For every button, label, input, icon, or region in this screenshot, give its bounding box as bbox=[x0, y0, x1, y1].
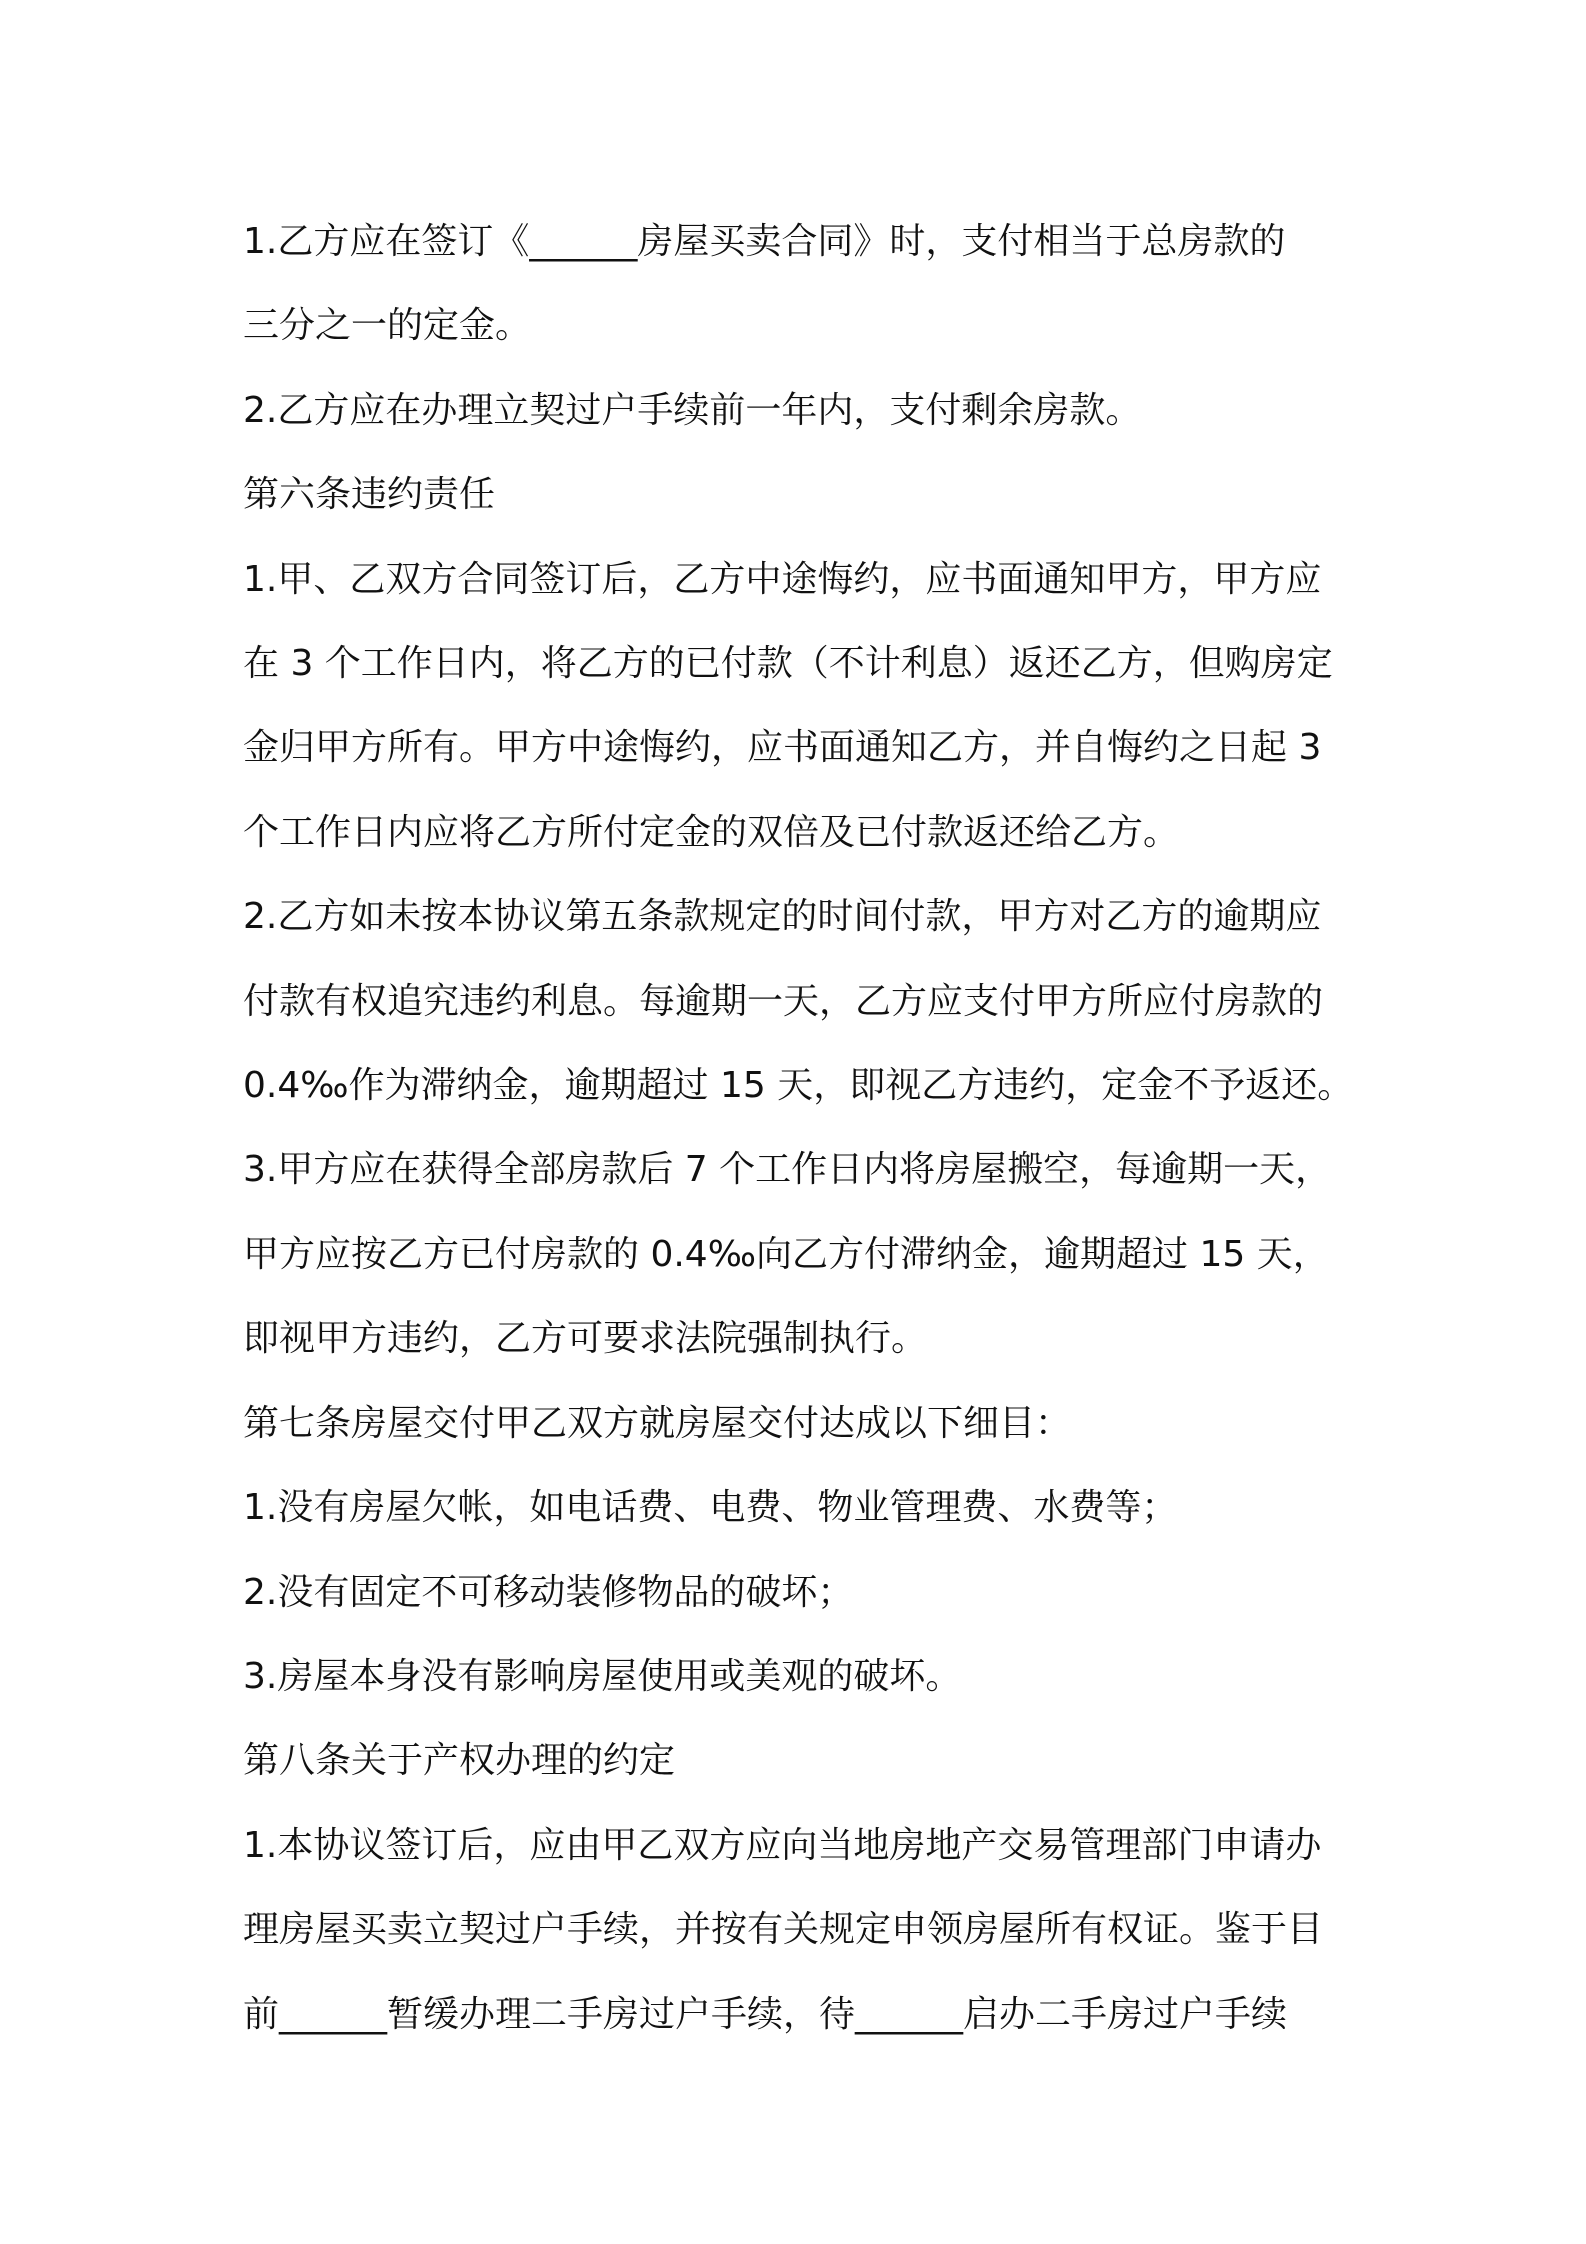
text-line: 甲方应按乙方已付房款的 0.4‰向乙方付滞纳金，逾期超过 15 天， bbox=[243, 1233, 1329, 1275]
text-line: 1.本协议签订后，应由甲乙双方应向当地房地产交易管理部门申请办 bbox=[243, 1824, 1322, 1866]
text-line: 3.甲方应在获得全部房款后 7 个工作日内将房屋搬空，每逾期一天， bbox=[243, 1149, 1332, 1191]
text-line: 前______暂缓办理二手房过户手续，待______启办二手房过户手续 bbox=[243, 1993, 1288, 2035]
text-line: 1.甲、乙双方合同签订后，乙方中途悔约，应书面通知甲方，甲方应 bbox=[243, 558, 1322, 600]
text-line: 金归甲方所有。甲方中途悔约，应书面通知乙方，并自悔约之日起 3 bbox=[243, 727, 1322, 769]
text-line: 在 3 个工作日内，将乙方的已付款（不计利息）返还乙方，但购房定 bbox=[243, 643, 1333, 685]
section-heading: 第七条房屋交付甲乙双方就房屋交付达成以下细目： bbox=[243, 1402, 1072, 1444]
text-line: 个工作日内应将乙方所付定金的双倍及已付款返还给乙方。 bbox=[243, 811, 1180, 853]
section-heading: 第六条违约责任 bbox=[243, 474, 496, 516]
text-line: 2.乙方应在办理立契过户手续前一年内，支付剩余房款。 bbox=[243, 389, 1142, 431]
text-line: 理房屋买卖立契过户手续，并按有关规定申领房屋所有权证。鉴于目 bbox=[243, 1909, 1324, 1951]
text-line: 1.没有房屋欠帐，如电话费、电费、物业管理费、水费等； bbox=[243, 1487, 1178, 1529]
document-body bbox=[243, 200, 1363, 2057]
text-line: 2.乙方如未按本协议第五条款规定的时间付款，甲方对乙方的逾期应 bbox=[243, 896, 1322, 938]
text-line: 付款有权追究违约利息。每逾期一天，乙方应支付甲方所应付房款的 bbox=[243, 980, 1324, 1022]
section-heading: 第八条关于产权办理的约定 bbox=[243, 1740, 676, 1782]
text-line: 2.没有固定不可移动装修物品的破坏； bbox=[243, 1571, 854, 1613]
text-line: 1.乙方应在签订《______房屋买卖合同》时，支付相当于总房款的 bbox=[243, 221, 1286, 262]
text-line: 即视甲方违约，乙方可要求法院强制执行。 bbox=[243, 1318, 928, 1360]
text-line: 三分之一的定金。 bbox=[243, 305, 532, 347]
text-line: 3.房屋本身没有影响房屋使用或美观的破坏。 bbox=[243, 1655, 962, 1697]
text-line: 0.4‰作为滞纳金，逾期超过 15 天，即视乙方违约，定金不予返还。 bbox=[243, 1065, 1354, 1107]
